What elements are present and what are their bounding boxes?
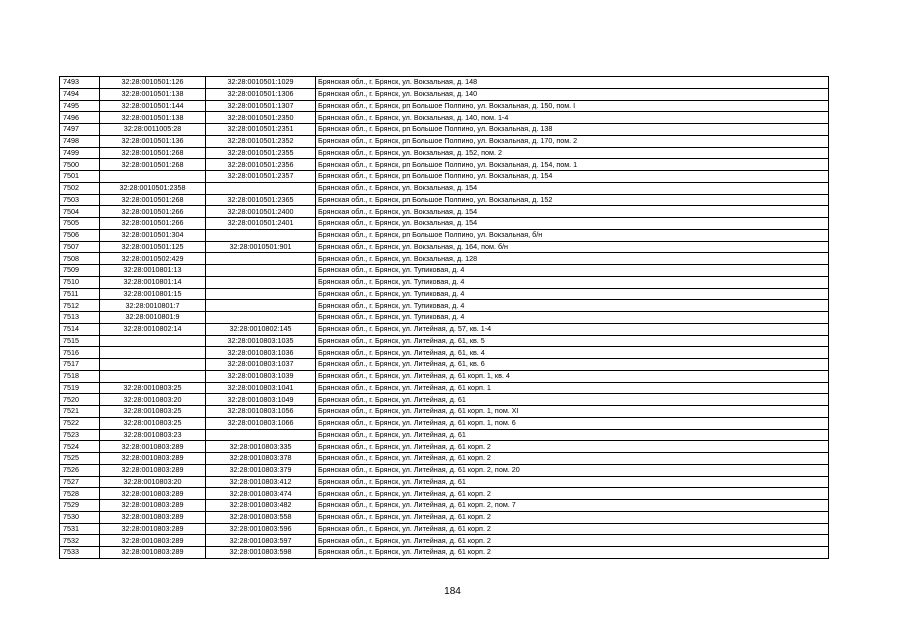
object-cadastral-number-cell: 32:28:0010803:598	[206, 547, 316, 559]
row-number-cell: 7522	[60, 417, 100, 429]
object-cadastral-number-cell: 32:28:0010803:1037	[206, 359, 316, 371]
address-cell: Брянская обл., г. Брянск, ул. Литейная, д. 61 корп. 2	[316, 535, 829, 547]
address-cell: Брянская обл., г. Брянск, ул. Литейная, д. 61 корп. 2, пом. 7	[316, 500, 829, 512]
address-cell: Брянская обл., г. Брянск, ул. Литейная, д. 61 корп. 2	[316, 547, 829, 559]
table-row	[60, 359, 829, 371]
row-number-cell: 7494	[60, 88, 100, 100]
address-cell: Брянская обл., г. Брянск, ул. Вокзальная, д. 164, пом. б/н	[316, 241, 829, 253]
row-number-cell: 7498	[60, 135, 100, 147]
row-number-cell: 7517	[60, 359, 100, 371]
table-row	[60, 77, 829, 89]
object-cadastral-number-cell: 32:28:0010501:2355	[206, 147, 316, 159]
cadastral-number-cell: 32:28:0010501:2358	[100, 182, 206, 194]
object-cadastral-number-cell	[206, 265, 316, 277]
object-cadastral-number-cell: 32:28:0010501:2352	[206, 135, 316, 147]
object-cadastral-number-cell: 32:28:0010501:2365	[206, 194, 316, 206]
object-cadastral-number-cell: 32:28:0010803:1066	[206, 417, 316, 429]
row-number-cell: 7532	[60, 535, 100, 547]
cadastral-number-cell: 32:28:0010501:144	[100, 100, 206, 112]
table-row	[60, 253, 829, 265]
table-row	[60, 382, 829, 394]
object-cadastral-number-cell: 32:28:0010803:1039	[206, 370, 316, 382]
table-row	[60, 464, 829, 476]
cadastral-number-cell: 32:28:0010802:14	[100, 323, 206, 335]
address-cell: Брянская обл., г. Брянск, ул. Вокзальная, д. 140	[316, 88, 829, 100]
table-row	[60, 547, 829, 559]
page-number: 184	[444, 586, 461, 597]
address-cell: Брянская обл., г. Брянск, ул. Тупиковая, д. 4	[316, 276, 829, 288]
cadastral-number-cell: 32:28:0010803:289	[100, 464, 206, 476]
cadastral-number-cell: 32:28:0010803:25	[100, 417, 206, 429]
table-row	[60, 488, 829, 500]
row-number-cell: 7515	[60, 335, 100, 347]
row-number-cell: 7523	[60, 429, 100, 441]
row-number-cell: 7508	[60, 253, 100, 265]
address-cell: Брянская обл., г. Брянск, ул. Вокзальная, д. 152, пом. 2	[316, 147, 829, 159]
table-row	[60, 429, 829, 441]
row-number-cell: 7496	[60, 112, 100, 124]
object-cadastral-number-cell	[206, 312, 316, 324]
object-cadastral-number-cell: 32:28:0010501:2357	[206, 171, 316, 183]
cadastral-number-cell	[100, 370, 206, 382]
object-cadastral-number-cell: 32:28:0010803:482	[206, 500, 316, 512]
object-cadastral-number-cell: 32:28:0010803:335	[206, 441, 316, 453]
row-number-cell: 7493	[60, 77, 100, 89]
row-number-cell: 7516	[60, 347, 100, 359]
row-number-cell: 7502	[60, 182, 100, 194]
address-cell: Брянская обл., г. Брянск, ул. Литейная, д. 61	[316, 476, 829, 488]
object-cadastral-number-cell	[206, 253, 316, 265]
cadastral-number-cell: 32:28:0010501:266	[100, 218, 206, 230]
object-cadastral-number-cell: 32:28:0010501:2356	[206, 159, 316, 171]
cadastral-number-cell: 32:28:0010501:266	[100, 206, 206, 218]
cadastral-number-cell: 32:28:0010502:429	[100, 253, 206, 265]
address-cell: Брянская обл., г. Брянск, ул. Вокзальная, д. 154	[316, 218, 829, 230]
row-number-cell: 7520	[60, 394, 100, 406]
object-cadastral-number-cell: 32:28:0010803:1049	[206, 394, 316, 406]
object-cadastral-number-cell: 32:28:0010501:1306	[206, 88, 316, 100]
cadastral-number-cell: 32:28:0010801:9	[100, 312, 206, 324]
row-number-cell: 7512	[60, 300, 100, 312]
address-cell: Брянская обл., г. Брянск, ул. Литейная, д. 61, кв. 4	[316, 347, 829, 359]
address-cell: Брянская обл., г. Брянск, ул. Тупиковая, д. 4	[316, 300, 829, 312]
object-cadastral-number-cell	[206, 288, 316, 300]
cadastral-number-cell: 32:28:0010801:7	[100, 300, 206, 312]
row-number-cell: 7528	[60, 488, 100, 500]
address-cell: Брянская обл., г. Брянск, ул. Вокзальная, д. 154	[316, 206, 829, 218]
object-cadastral-number-cell: 32:28:0010803:558	[206, 511, 316, 523]
cadastral-number-cell: 32:28:0010501:136	[100, 135, 206, 147]
row-number-cell: 7495	[60, 100, 100, 112]
address-cell: Брянская обл., г. Брянск, ул. Литейная, д. 61, кв. 5	[316, 335, 829, 347]
object-cadastral-number-cell: 32:28:0010803:1056	[206, 406, 316, 418]
address-cell: Брянская обл., г. Брянск, ул. Вокзальная, д. 148	[316, 77, 829, 89]
address-cell: Брянская обл., г. Брянск, ул. Вокзальная, д. 154	[316, 182, 829, 194]
row-number-cell: 7513	[60, 312, 100, 324]
row-number-cell: 7529	[60, 500, 100, 512]
table-row	[60, 441, 829, 453]
cadastral-number-cell: 32:28:0010501:138	[100, 112, 206, 124]
object-cadastral-number-cell	[206, 300, 316, 312]
table-row	[60, 171, 829, 183]
address-cell: Брянская обл., г. Брянск, рп Большое Полпино, ул. Вокзальная, д. 150, пом. I	[316, 100, 829, 112]
row-number-cell: 7521	[60, 406, 100, 418]
table-row	[60, 500, 829, 512]
table-row	[60, 229, 829, 241]
object-cadastral-number-cell: 32:28:0010802:145	[206, 323, 316, 335]
cadastral-number-cell: 32:28:0010803:25	[100, 382, 206, 394]
row-number-cell: 7518	[60, 370, 100, 382]
row-number-cell: 7514	[60, 323, 100, 335]
table-row	[60, 194, 829, 206]
object-cadastral-number-cell: 32:28:0010501:1307	[206, 100, 316, 112]
table-row	[60, 159, 829, 171]
object-cadastral-number-cell: 32:28:0010501:2351	[206, 124, 316, 136]
row-number-cell: 7510	[60, 276, 100, 288]
cadastral-number-cell: 32:28:0010803:289	[100, 547, 206, 559]
address-cell: Брянская обл., г. Брянск, рп Большое Полпино, ул. Вокзальная, д. 170, пом. 2	[316, 135, 829, 147]
address-cell: Брянская обл., г. Брянск, ул. Тупиковая, д. 4	[316, 288, 829, 300]
address-cell: Брянская обл., г. Брянск, ул. Литейная, д. 61 корп. 1, пом. XI	[316, 406, 829, 418]
cadastral-number-cell	[100, 171, 206, 183]
object-cadastral-number-cell: 32:28:0010803:1036	[206, 347, 316, 359]
table-row	[60, 370, 829, 382]
table-row	[60, 241, 829, 253]
cadastral-number-cell: 32:28:0010501:125	[100, 241, 206, 253]
table-row	[60, 206, 829, 218]
row-number-cell: 7530	[60, 511, 100, 523]
table-row	[60, 523, 829, 535]
address-cell: Брянская обл., г. Брянск, ул. Литейная, д. 61 корп. 2, пом. 20	[316, 464, 829, 476]
table-row	[60, 124, 829, 136]
address-cell: Брянская обл., г. Брянск, ул. Литейная, д. 61 корп. 2	[316, 441, 829, 453]
address-cell: Брянская обл., г. Брянск, ул. Литейная, д. 61 корп. 2	[316, 488, 829, 500]
cadastral-number-cell: 32:28:0010803:20	[100, 394, 206, 406]
object-cadastral-number-cell: 32:28:0010803:596	[206, 523, 316, 535]
table-row	[60, 347, 829, 359]
table-row	[60, 218, 829, 230]
address-cell: Брянская обл., г. Брянск, ул. Литейная, д. 61, кв. 6	[316, 359, 829, 371]
object-cadastral-number-cell: 32:28:0010501:2350	[206, 112, 316, 124]
cadastral-number-cell: 32:28:0010803:289	[100, 453, 206, 465]
table-row	[60, 147, 829, 159]
table-row	[60, 182, 829, 194]
cadastral-number-cell: 32:28:0010803:20	[100, 476, 206, 488]
address-cell: Брянская обл., г. Брянск, ул. Литейная, д. 57, кв. 1-4	[316, 323, 829, 335]
cadastral-number-cell: 32:28:0010801:13	[100, 265, 206, 277]
cadastral-number-cell: 32:28:0010803:23	[100, 429, 206, 441]
cadastral-table	[59, 76, 829, 559]
address-cell: Брянская обл., г. Брянск, рп Большое Полпино, ул. Вокзальная, б/н	[316, 229, 829, 241]
cadastral-number-cell	[100, 335, 206, 347]
row-number-cell: 7501	[60, 171, 100, 183]
object-cadastral-number-cell	[206, 229, 316, 241]
address-cell: Брянская обл., г. Брянск, ул. Литейная, д. 61	[316, 394, 829, 406]
cadastral-number-cell: 32:28:0010501:268	[100, 159, 206, 171]
table-row	[60, 135, 829, 147]
address-cell: Брянская обл., г. Брянск, рп Большое Полпино, ул. Вокзальная, д. 154, пом. 1	[316, 159, 829, 171]
object-cadastral-number-cell: 32:28:0010501:901	[206, 241, 316, 253]
cadastral-number-cell	[100, 347, 206, 359]
address-cell: Брянская обл., г. Брянск, ул. Литейная, д. 61 корп. 1, пом. 6	[316, 417, 829, 429]
table-row	[60, 335, 829, 347]
address-cell: Брянская обл., г. Брянск, рп Большое Полпино, ул. Вокзальная, д. 152	[316, 194, 829, 206]
cadastral-number-cell: 32:28:0010801:15	[100, 288, 206, 300]
object-cadastral-number-cell: 32:28:0010803:1035	[206, 335, 316, 347]
row-number-cell: 7519	[60, 382, 100, 394]
cadastral-number-cell: 32:28:0011005:28	[100, 124, 206, 136]
table-row	[60, 417, 829, 429]
row-number-cell: 7526	[60, 464, 100, 476]
row-number-cell: 7525	[60, 453, 100, 465]
cadastral-number-cell: 32:28:0010803:289	[100, 511, 206, 523]
cadastral-number-cell: 32:28:0010501:304	[100, 229, 206, 241]
row-number-cell: 7511	[60, 288, 100, 300]
address-cell: Брянская обл., г. Брянск, ул. Литейная, д. 61	[316, 429, 829, 441]
address-cell: Брянская обл., г. Брянск, ул. Литейная, д. 61 корп. 2	[316, 453, 829, 465]
table-row	[60, 312, 829, 324]
object-cadastral-number-cell: 32:28:0010803:412	[206, 476, 316, 488]
address-cell: Брянская обл., г. Брянск, ул. Тупиковая, д. 4	[316, 312, 829, 324]
cadastral-number-cell: 32:28:0010803:289	[100, 535, 206, 547]
cadastral-number-cell: 32:28:0010803:289	[100, 441, 206, 453]
cadastral-number-cell: 32:28:0010501:268	[100, 194, 206, 206]
row-number-cell: 7509	[60, 265, 100, 277]
object-cadastral-number-cell: 32:28:0010501:2401	[206, 218, 316, 230]
object-cadastral-number-cell: 32:28:0010501:1029	[206, 77, 316, 89]
table-row	[60, 476, 829, 488]
table-row	[60, 265, 829, 277]
cadastral-table-body	[60, 77, 829, 559]
table-row	[60, 288, 829, 300]
cadastral-number-cell: 32:28:0010803:289	[100, 500, 206, 512]
cadastral-number-cell: 32:28:0010501:138	[100, 88, 206, 100]
row-number-cell: 7527	[60, 476, 100, 488]
cadastral-number-cell: 32:28:0010801:14	[100, 276, 206, 288]
object-cadastral-number-cell	[206, 429, 316, 441]
cadastral-number-cell: 32:28:0010501:126	[100, 77, 206, 89]
table-row	[60, 300, 829, 312]
row-number-cell: 7531	[60, 523, 100, 535]
table-row	[60, 276, 829, 288]
table-row	[60, 88, 829, 100]
row-number-cell: 7500	[60, 159, 100, 171]
object-cadastral-number-cell: 32:28:0010803:597	[206, 535, 316, 547]
table-row	[60, 511, 829, 523]
row-number-cell: 7533	[60, 547, 100, 559]
address-cell: Брянская обл., г. Брянск, ул. Литейная, д. 61 корп. 1, кв. 4	[316, 370, 829, 382]
object-cadastral-number-cell: 32:28:0010803:378	[206, 453, 316, 465]
object-cadastral-number-cell: 32:28:0010803:1041	[206, 382, 316, 394]
table-row	[60, 112, 829, 124]
row-number-cell: 7505	[60, 218, 100, 230]
address-cell: Брянская обл., г. Брянск, ул. Вокзальная, д. 128	[316, 253, 829, 265]
table-row	[60, 406, 829, 418]
address-cell: Брянская обл., г. Брянск, рп Большое Полпино, ул. Вокзальная, д. 138	[316, 124, 829, 136]
row-number-cell: 7497	[60, 124, 100, 136]
address-cell: Брянская обл., г. Брянск, ул. Литейная, д. 61 корп. 1	[316, 382, 829, 394]
row-number-cell: 7499	[60, 147, 100, 159]
object-cadastral-number-cell: 32:28:0010803:379	[206, 464, 316, 476]
table-row	[60, 535, 829, 547]
cadastral-number-cell: 32:28:0010501:268	[100, 147, 206, 159]
address-cell: Брянская обл., г. Брянск, рп Большое Полпино, ул. Вокзальная, д. 154	[316, 171, 829, 183]
address-cell: Брянская обл., г. Брянск, ул. Литейная, д. 61 корп. 2	[316, 523, 829, 535]
cadastral-number-cell: 32:28:0010803:289	[100, 488, 206, 500]
table-row	[60, 453, 829, 465]
object-cadastral-number-cell: 32:28:0010803:474	[206, 488, 316, 500]
object-cadastral-number-cell: 32:28:0010501:2400	[206, 206, 316, 218]
row-number-cell: 7507	[60, 241, 100, 253]
row-number-cell: 7504	[60, 206, 100, 218]
address-cell: Брянская обл., г. Брянск, ул. Литейная, д. 61 корп. 2	[316, 511, 829, 523]
object-cadastral-number-cell	[206, 182, 316, 194]
table-row	[60, 100, 829, 112]
row-number-cell: 7506	[60, 229, 100, 241]
cadastral-number-cell	[100, 359, 206, 371]
table-row	[60, 323, 829, 335]
cadastral-number-cell: 32:28:0010803:25	[100, 406, 206, 418]
table-row	[60, 394, 829, 406]
row-number-cell: 7524	[60, 441, 100, 453]
address-cell: Брянская обл., г. Брянск, ул. Вокзальная, д. 140, пом. 1-4	[316, 112, 829, 124]
cadastral-number-cell: 32:28:0010803:289	[100, 523, 206, 535]
row-number-cell: 7503	[60, 194, 100, 206]
address-cell: Брянская обл., г. Брянск, ул. Тупиковая, д. 4	[316, 265, 829, 277]
object-cadastral-number-cell	[206, 276, 316, 288]
